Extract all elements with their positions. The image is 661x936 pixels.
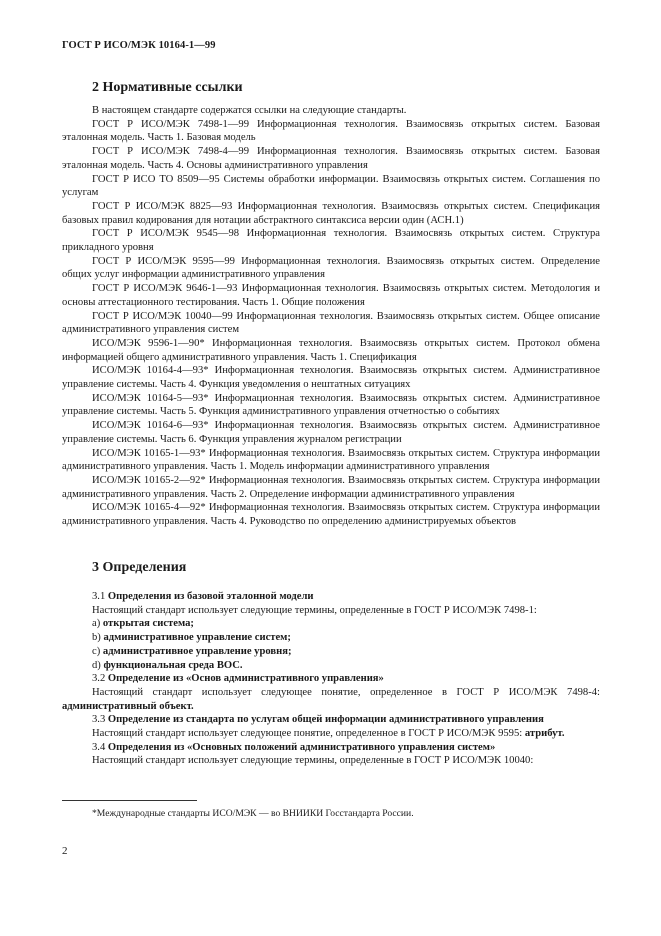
reference-item: ГОСТ Р ИСО/МЭК 9646-1—93 Информационная технология. Взаимосвязь открытых систем. Методология и основы аттестационного тестирования. Часть 1. Общие положения bbox=[62, 283, 600, 308]
reference-item: ИСО/МЭК 10164-4—93* Информационная технология. Взаимосвязь открытых систем. Административное управление системы. Часть 4. Функция уведомления о нештатных ситуациях bbox=[62, 365, 600, 391]
list-marker: c) bbox=[92, 645, 101, 657]
subsection-title: Определение из стандарта по услугам общей информации административного управления bbox=[107, 714, 544, 726]
term: открытая система; bbox=[102, 618, 194, 630]
reference-item: ГОСТ Р ИСО/МЭК 7498-1—99 Информационная технология. Взаимосвязь открытых систем. Базовая эталонная модель. Часть 1. Базовая модель bbox=[62, 118, 600, 144]
footnote: *Международные стандарты ИСО/МЭК — во ВНИИКИ Госстандарта России. bbox=[92, 808, 414, 819]
reference-item: ИСО/МЭК 10165-4—92* Информационная технология. Взаимосвязь открытых систем. Структура информации административного управления. Часть 4. Руководство по определению администрируемых объектов bbox=[62, 502, 600, 528]
term-list-item bbox=[62, 631, 600, 645]
reference-item: В настоящем стандарте содержатся ссылки на следующие стандарты. bbox=[92, 105, 407, 116]
reference-item: ГОСТ Р ИСО/МЭК 7498-4—99 Информационная технология. Взаимосвязь открытых систем. Базовая эталонная модель. Часть 4. Основы административного управления bbox=[62, 146, 600, 171]
subsection-3-1-heading: 3.1 Определения из базовой эталонной модели bbox=[92, 591, 314, 602]
subsection-3-4-heading: 3.4 Определения из «Основных положений административного управления систем» bbox=[92, 741, 496, 753]
normative-references-list bbox=[62, 104, 600, 529]
list-marker: b) bbox=[92, 632, 101, 644]
reference-item: ИСО/МЭК 10164-6—93* Информационная технология. Взаимосвязь открытых систем. Административное управление системы. Часть 6. Функция управления журналом регистрации bbox=[62, 420, 600, 445]
term-list-item bbox=[62, 659, 600, 673]
term: административное управление уровня; bbox=[102, 645, 292, 657]
reference-item: ИСО/МЭК 10164-5—93* Информационная технология. Взаимосвязь открытых систем. Административное управление системы. Часть 5. Функция административного управления отчетностью о событиях bbox=[62, 392, 600, 418]
subsection-title: Определения из базовой эталонной модели bbox=[107, 591, 314, 602]
section-2-heading: 2 Нормативные ссылки bbox=[92, 80, 243, 95]
paragraph: Настоящий стандарт использует следующее понятие, определенное в ГОСТ Р ИСО/МЭК 7498-4: административный объект. bbox=[62, 686, 600, 712]
subsection-title: Определения из «Основных положений административного управления систем» bbox=[107, 741, 496, 753]
section-3-heading: 3 Определения bbox=[92, 560, 187, 575]
reference-item: ГОСТ Р ИСО ТО 8509—95 Системы обработки информации. Взаимосвязь открытых систем. Соглашения по услугам bbox=[62, 173, 600, 199]
paragraph: Настоящий стандарт использует следующее понятие, определенное в ГОСТ Р ИСО/МЭК 9595: атрибут. bbox=[92, 728, 565, 740]
document-header: ГОСТ Р ИСО/МЭК 10164-1—99 bbox=[62, 40, 216, 51]
paragraph: Настоящий стандарт использует следующие термины, определенные в ГОСТ Р ИСО/МЭК 10040: bbox=[92, 755, 534, 767]
reference-item: ГОСТ Р ИСО/МЭК 8825—93 Информационная технология. Взаимосвязь открытых систем. Спецификация базовых правил кодирования для нотации абстрактного синтаксиса версии один (АСН.1) bbox=[62, 200, 600, 226]
subsection-3-3-heading: 3.3 Определение из стандарта по услугам общей информации административного управления bbox=[92, 714, 544, 726]
footnote-divider bbox=[62, 800, 197, 801]
reference-item: ГОСТ Р ИСО/МЭК 10040—99 Информационная технология. Взаимосвязь открытых систем. Общее описание административного управления систем bbox=[62, 310, 600, 336]
reference-item: ГОСТ Р ИСО/МЭК 9545—98 Информационная технология. Взаимосвязь открытых систем. Структура прикладного уровня bbox=[62, 228, 600, 254]
reference-item: ИСО/МЭК 9596-1—90* Информационная технология. Взаимосвязь открытых систем. Протокол обмена информацией общего административного управления. Часть 1. Спецификация bbox=[62, 337, 600, 363]
reference-item: ГОСТ Р ИСО/МЭК 9595—99 Информационная технология. Взаимосвязь открытых систем. Определение общих услуг информации административного управления bbox=[62, 255, 600, 281]
term: административное управление систем; bbox=[103, 632, 291, 644]
subsection-title: Определение из «Основ административного управления» bbox=[107, 673, 384, 685]
term: административный объект. bbox=[62, 700, 194, 712]
paragraph: Настоящий стандарт использует следующие термины, определенные в ГОСТ Р ИСО/МЭК 7498-1: bbox=[92, 604, 537, 616]
reference-item: ИСО/МЭК 10165-2—92* Информационная технология. Взаимосвязь открытых систем. Структура информации административного управления. Часть 2. Определение информации административного управления bbox=[62, 474, 600, 500]
page-number: 2 bbox=[62, 845, 68, 857]
term-list-item bbox=[62, 645, 600, 659]
definitions-section bbox=[62, 590, 600, 768]
reference-item: ИСО/МЭК 10165-1—93* Информационная технология. Взаимосвязь открытых систем. Структура информации административного управления. Часть 1. Модель информации административного управления bbox=[62, 447, 600, 473]
list-marker: a) bbox=[92, 618, 101, 630]
term-list-item bbox=[62, 617, 600, 631]
term: функциональная среда ВОС. bbox=[103, 659, 243, 671]
subsection-3-2-heading: 3.2 Определение из «Основ административного управления» bbox=[92, 673, 384, 685]
term-list bbox=[62, 617, 600, 672]
term: атрибут. bbox=[524, 728, 565, 740]
list-marker: d) bbox=[92, 659, 101, 671]
